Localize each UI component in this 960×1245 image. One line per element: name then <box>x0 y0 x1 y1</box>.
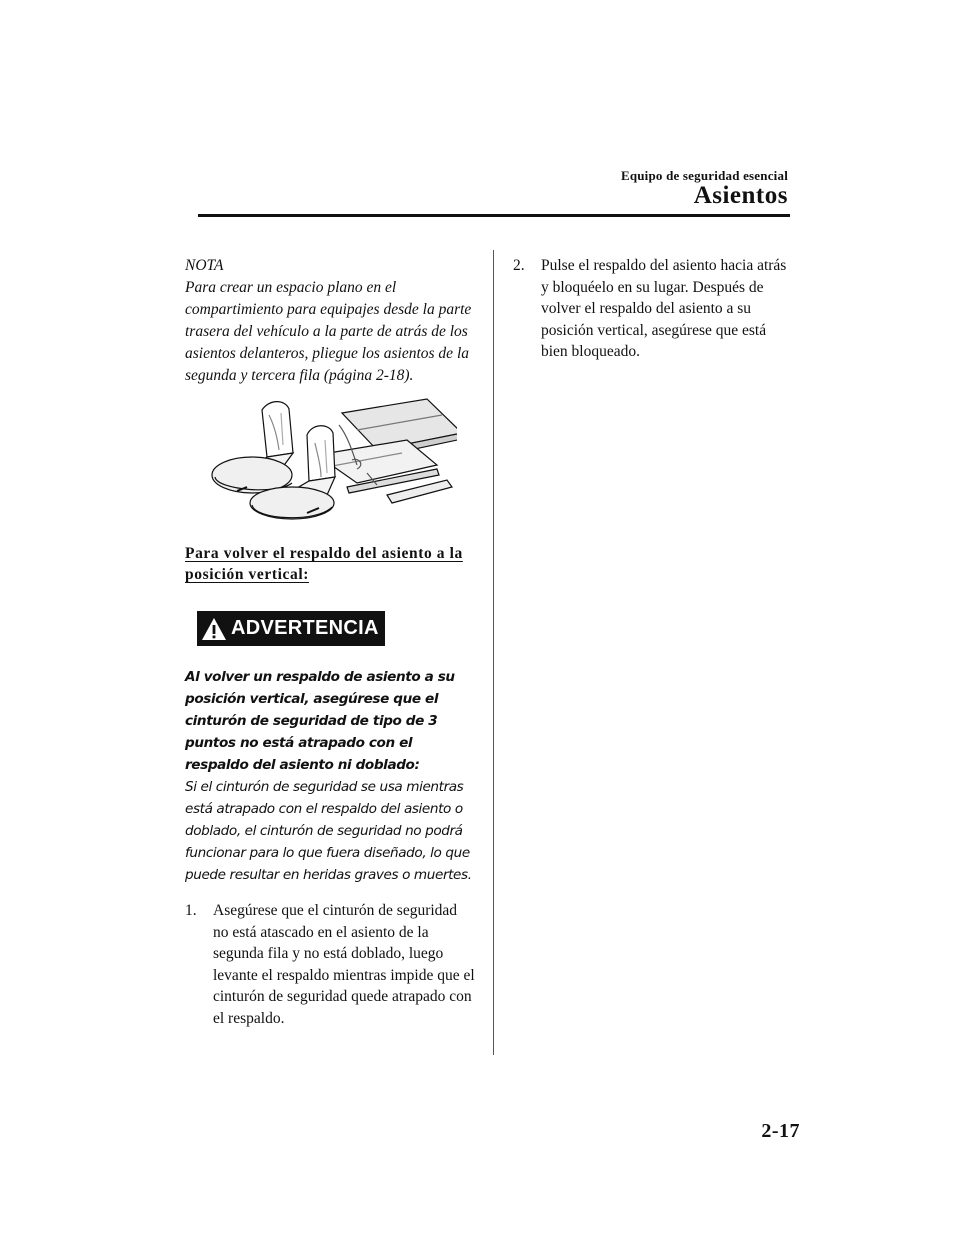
section-subheading: Para volver el respaldo del asiento a la posición vertical: <box>185 545 463 583</box>
page-number: 2-17 <box>761 1120 800 1142</box>
warning-bold-text: Al volver un respaldo de asiento a su posición vertical, asegúrese que el cinturón de seguridad de tipo de 3 puntos no está atrapado con el respaldo del asiento ni doblado: <box>185 669 455 773</box>
warning-banner <box>197 611 385 646</box>
header-section-label: Equipo de seguridad esencial <box>620 168 788 183</box>
warning-body-text: Si el cinturón de seguridad se usa mientras está atrapado con el respaldo del asiento o doblado, el cinturón de seguridad no podrá funcionar para lo que fuera diseñado, lo que puede resultar en heridas graves o muertes. <box>185 779 472 883</box>
warning-triangle-icon <box>201 616 227 642</box>
step-number: 1. <box>185 902 197 919</box>
warning-label: ADVERTENCIA <box>231 617 379 639</box>
step-text: Asegúrese que el cinturón de seguridad no está atascado en el asiento de la segunda fila y no está doblado, luego levante el respaldo mientras impide que el cinturón de seguridad quede atrapado con el respaldo. <box>213 902 475 1027</box>
page-title: Asientos <box>693 182 788 209</box>
step-item <box>513 255 793 363</box>
note-label: NOTA <box>185 257 224 274</box>
column-divider <box>493 250 494 1055</box>
step-item <box>185 900 475 1029</box>
left-column <box>185 255 475 1029</box>
right-column <box>513 255 793 363</box>
note-text: Para crear un espacio plano en el compartimiento para equipajes desde la parte trasera del vehículo a la parte de atrás de los asientos delanteros, pliegue los asientos de la segunda y tercera fila (página 2-18). <box>185 279 472 384</box>
step-number: 2. <box>513 257 525 274</box>
folded-seats-illustration <box>207 395 457 525</box>
header-rule <box>198 214 790 217</box>
note-block <box>185 255 475 387</box>
step-text: Pulse el respaldo del asiento hacia atrás y bloquéelo en su lugar. Después de volver el respaldo del asiento a su posición vertical, asegúrese que está bien bloqueado. <box>541 257 787 360</box>
